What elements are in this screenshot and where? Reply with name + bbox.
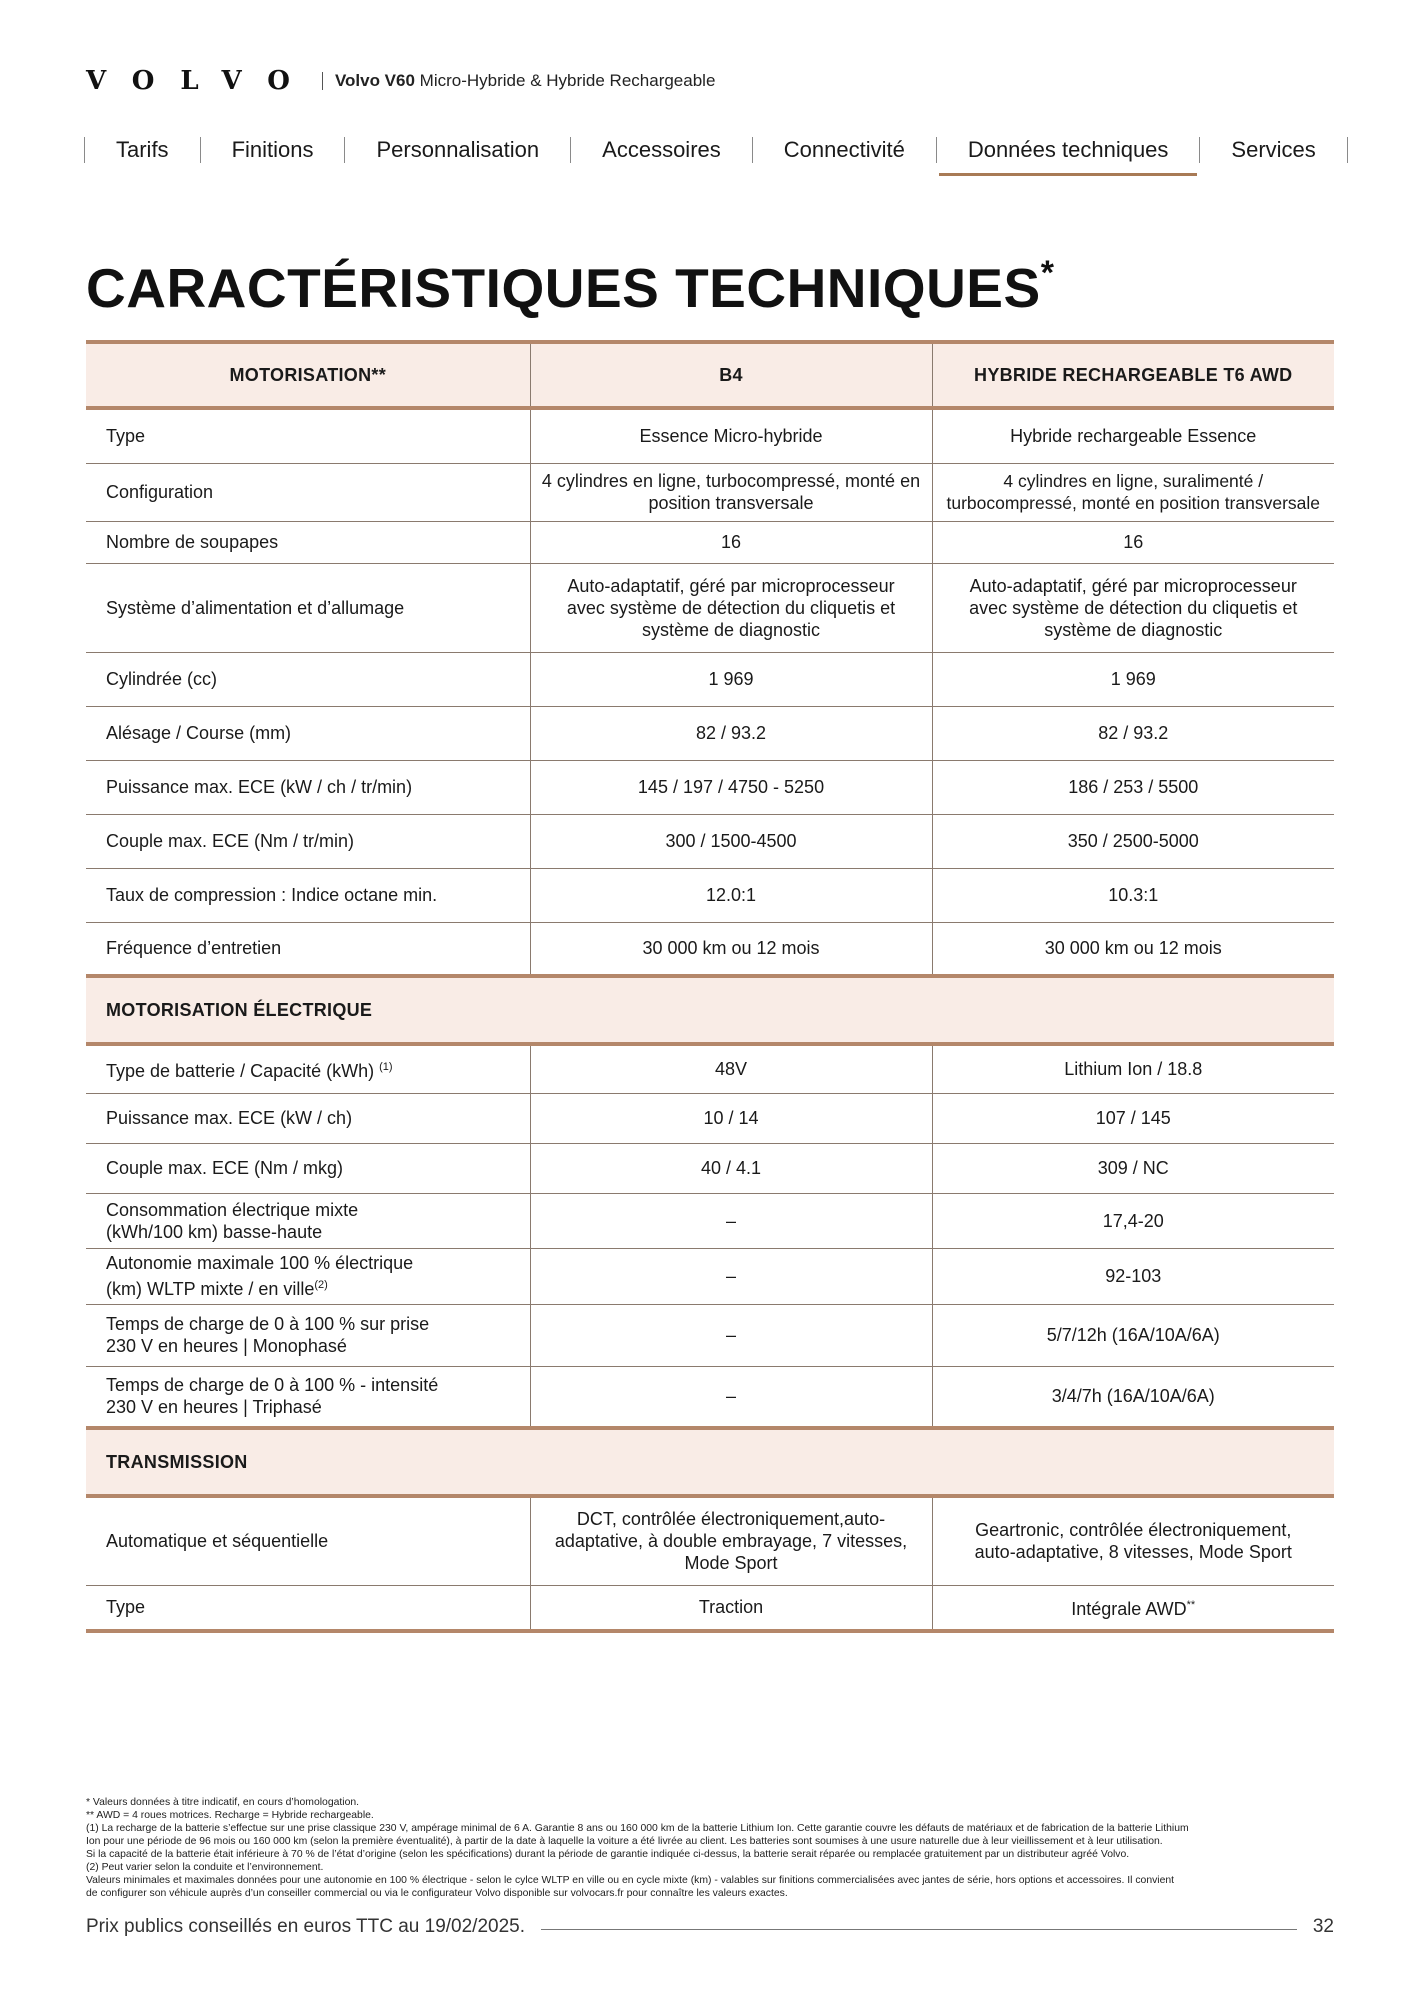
footer-rule (541, 1929, 1297, 1930)
row-label: Puissance max. ECE (kW / ch / tr/min) (86, 760, 530, 814)
row-label: Automatique et séquentielle (86, 1496, 530, 1585)
table-row (86, 706, 1334, 760)
t6-value: 5/7/12h (16A/10A/6A) (932, 1304, 1334, 1366)
table-row (86, 1496, 1334, 1585)
section-row-electric (86, 976, 1334, 1044)
t6-value: 82 / 93.2 (932, 706, 1334, 760)
page-number: 32 (1312, 1916, 1334, 1937)
b4-value: 40 / 4.1 (530, 1143, 932, 1193)
row-label: Configuration (86, 463, 530, 521)
row-label: Système d’alimentation et d’allumage (86, 563, 530, 652)
t6-value: 1 969 (932, 652, 1334, 706)
footnote-ref: ** (1186, 1599, 1196, 1612)
row-label (86, 1248, 530, 1304)
table-row (86, 922, 1334, 976)
b4-value: 300 / 1500-4500 (530, 814, 932, 868)
b4-value: 4 cylindres en ligne, turbocompressé, monté en position transversale (530, 463, 932, 521)
table-row (86, 408, 1334, 463)
footnote-line: (1) La recharge de la batterie s’effectue sur une prise classique 230 V, ampérage minimal de 6 A. Garantie 8 ans ou 160 000 km de la batterie Lithium Ion. Cette garantie couvre les défauts de matériaux et de fabrication de la batterie Lithium (86, 1823, 1189, 1834)
nav-tab-donnees-techniques[interactable]: Données techniques (937, 128, 1200, 172)
t6-value: 3/4/7h (16A/10A/6A) (932, 1366, 1334, 1428)
row-label: Taux de compression : Indice octane min. (86, 868, 530, 922)
nav-tab-tarifs[interactable]: Tarifs (116, 137, 169, 162)
header-t6: HYBRIDE RECHARGEABLE T6 AWD (932, 342, 1334, 408)
t6-value: 10.3:1 (932, 868, 1334, 922)
row-label: Couple max. ECE (Nm / mkg) (86, 1143, 530, 1193)
volvo-logo[interactable]: VOLVO (86, 66, 316, 96)
section-title-transmission: TRANSMISSION (86, 1428, 1334, 1496)
t6-value (932, 1585, 1334, 1631)
table-header-row (86, 342, 1334, 408)
table-row (86, 521, 1334, 563)
table-row (86, 652, 1334, 706)
b4-value: – (530, 1304, 932, 1366)
header-b4: B4 (530, 342, 932, 408)
t6-value: Hybride rechargeable Essence (932, 408, 1334, 463)
b4-value: Auto-adaptatif, géré par microprocesseur avec système de détection du cliquetis et système de diagnostic (530, 563, 932, 652)
footnote-line: ** AWD = 4 roues motrices. Recharge = Hybride rechargeable. (86, 1810, 374, 1821)
model-title (335, 71, 715, 91)
b4-value: Essence Micro-hybride (530, 408, 932, 463)
page-footer (86, 1914, 1334, 1940)
page-title-asterisk: * (1040, 253, 1055, 292)
b4-value: 10 / 14 (530, 1093, 932, 1143)
row-label: Temps de charge de 0 à 100 % - intensité 230 V en heures | Triphasé (86, 1366, 530, 1428)
brand-bar (86, 66, 715, 96)
spec-table (86, 340, 1334, 1633)
model-subtitle: Micro-Hybride & Hybride Rechargeable (419, 71, 716, 90)
nav-tab-finitions[interactable]: Finitions (231, 137, 314, 162)
footnote-line: Si la capacité de la batterie était inférieure à 70 % de l’état d’origine (selon les spécifications) durant la période de garantie indiquée ci-dessus, la batterie serait réparée ou remplacée gratuitement par un distributeur agréé Volvo. (86, 1849, 1130, 1860)
t6-value: 4 cylindres en ligne, suralimenté / turbocompressé, monté en position transversale (932, 463, 1334, 521)
nav-tab-accessoires[interactable]: Accessoires (602, 137, 721, 162)
footnote-line: * Valeurs données à titre indicatif, en cours d’homologation. (86, 1797, 360, 1808)
t6-value: 350 / 2500-5000 (932, 814, 1334, 868)
footnote-line: Ion pour une période de 96 mois ou 160 000 km (selon la première éventualité), à partir de la date à laquelle la voiture a été livrée au client. Les batteries sont soumises à une usure naturelle due à leur vieillissement et à leur utilisation. (86, 1836, 1163, 1847)
row-label: Couple max. ECE (Nm / tr/min) (86, 814, 530, 868)
t6-value: Geartronic, contrôlée électroniquement, auto-adaptative, 8 vitesses, Mode Sport (932, 1496, 1334, 1585)
footnotes (86, 1796, 1336, 1900)
row-label-text: Autonomie maximale 100 % électrique (km) WLTP mixte / en ville (106, 1253, 414, 1299)
t6-value: 309 / NC (932, 1143, 1334, 1193)
page-title-text: CARACTÉRISTIQUES TECHNIQUES (86, 257, 1041, 319)
table-row (86, 563, 1334, 652)
b4-value: – (530, 1366, 932, 1428)
footnote-ref: (1) (379, 1061, 393, 1074)
b4-value: 12.0:1 (530, 868, 932, 922)
row-label: Temps de charge de 0 à 100 % sur prise 230 V en heures | Monophasé (86, 1304, 530, 1366)
b4-value: DCT, contrôlée électroniquement,auto-adaptative, à double embrayage, 7 vitesses, Mode Sport (530, 1496, 932, 1585)
row-label: Type (86, 1585, 530, 1631)
row-label: Cylindrée (cc) (86, 652, 530, 706)
b4-value: 1 969 (530, 652, 932, 706)
t6-value: Lithium Ion / 18.8 (932, 1044, 1334, 1093)
table-row (86, 1585, 1334, 1631)
t6-value: 186 / 253 / 5500 (932, 760, 1334, 814)
t6-value: Auto-adaptatif, géré par microprocesseur avec système de détection du cliquetis et système de diagnostic (932, 563, 1334, 652)
footnote-line: Valeurs minimales et maximales données pour une autonomie en 100 % électrique - selon le cylce WLTP en ville ou en cycle mixte (km) - valables sur finitions commercialisées avec jantes de série, hors options et accessoires. Il convient (86, 1875, 1175, 1886)
table-row (86, 868, 1334, 922)
footer-price-note: Prix publics conseillés en euros TTC au 19/02/2025. (86, 1916, 526, 1937)
row-label: Type (86, 408, 530, 463)
table-row (86, 814, 1334, 868)
table-row (86, 1093, 1334, 1143)
row-label: Nombre de soupapes (86, 521, 530, 563)
b4-value: 82 / 93.2 (530, 706, 932, 760)
nav-divider (1347, 137, 1348, 163)
page-title (86, 253, 1055, 320)
row-label: Puissance max. ECE (kW / ch) (86, 1093, 530, 1143)
nav-tab-connectivite[interactable]: Connectivité (783, 137, 905, 162)
row-label (86, 1044, 530, 1093)
t6-value-text: Intégrale AWD (1071, 1599, 1187, 1620)
row-label-text: Type de batterie / Capacité (kWh) (106, 1061, 375, 1082)
t6-value: 30 000 km ou 12 mois (932, 922, 1334, 976)
t6-value: 107 / 145 (932, 1093, 1334, 1143)
table-row (86, 1248, 1334, 1304)
table-row (86, 1304, 1334, 1366)
brand-divider (322, 72, 323, 90)
table-row (86, 1143, 1334, 1193)
t6-value: 16 (932, 521, 1334, 563)
row-label: Fréquence d’entretien (86, 922, 530, 976)
nav-tab-personnalisation[interactable]: Personnalisation (376, 137, 540, 162)
b4-value: 30 000 km ou 12 mois (530, 922, 932, 976)
t6-value: 92-103 (932, 1248, 1334, 1304)
b4-value: – (530, 1248, 932, 1304)
table-row (86, 760, 1334, 814)
b4-value: Traction (530, 1585, 932, 1631)
b4-value: 48V (530, 1044, 932, 1093)
footnote-ref: (2) (314, 1279, 328, 1291)
main-nav (84, 128, 1332, 172)
table-row (86, 1366, 1334, 1428)
table-row (86, 463, 1334, 521)
t6-value: 17,4-20 (932, 1193, 1334, 1248)
b4-value: 145 / 197 / 4750 - 5250 (530, 760, 932, 814)
b4-value: – (530, 1193, 932, 1248)
row-label: Consommation électrique mixte (kWh/100 km) basse-haute (86, 1193, 530, 1248)
footnote-line: (2) Peut varier selon la conduite et l’environnement. (86, 1862, 324, 1873)
section-row-transmission (86, 1428, 1334, 1496)
table-row (86, 1193, 1334, 1248)
table-row (86, 1044, 1334, 1093)
nav-tab-services[interactable]: Services (1231, 137, 1316, 162)
section-title-electric: MOTORISATION ÉLECTRIQUE (86, 976, 1334, 1044)
b4-value: 16 (530, 521, 932, 563)
footnote-line: de configurer son véhicule auprès d’un conseiller commercial ou via le configurateur Volvo disponible sur volvocars.fr pour connaître les valeurs exactes. (86, 1888, 788, 1899)
header-motorisation: MOTORISATION** (86, 342, 530, 408)
row-label: Alésage / Course (mm) (86, 706, 530, 760)
model-name: Volvo V60 (334, 71, 415, 90)
